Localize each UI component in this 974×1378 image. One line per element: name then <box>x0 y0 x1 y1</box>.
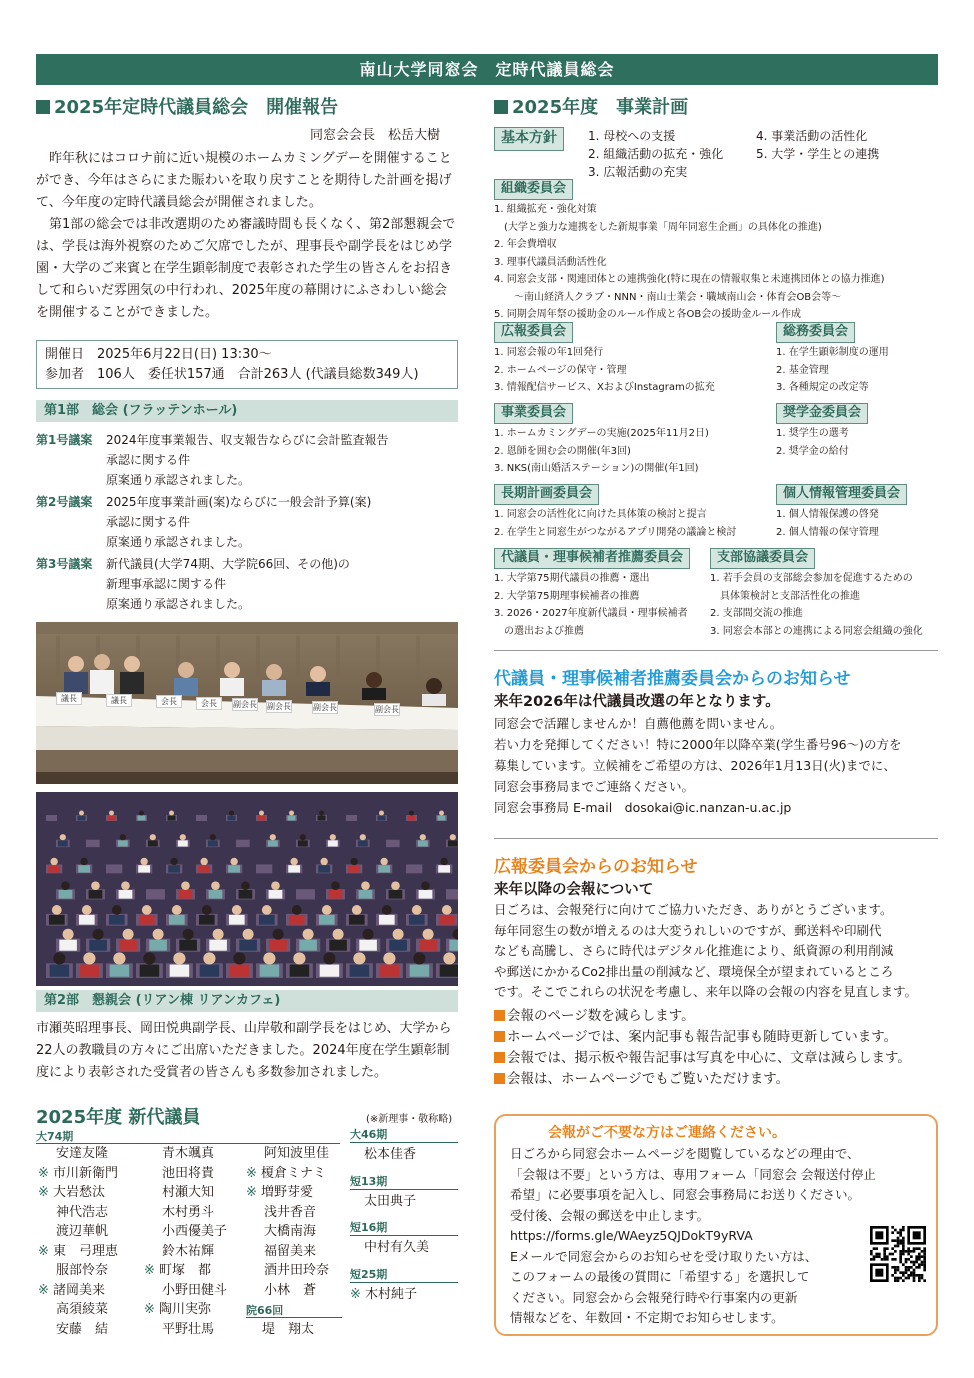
business-committee-label: 事業委員会 <box>494 403 573 424</box>
pr-committee-label: 広報委員会 <box>494 322 573 343</box>
member-name <box>38 1183 118 1203</box>
unsubscribe-box <box>494 1114 938 1336</box>
agenda-label: 第3号議案 <box>36 557 93 571</box>
unsubscribe-line: Eメールで同窓会からのお知らせを受け取りたい方は、 <box>510 1248 818 1264</box>
class-label: 短16期 <box>350 1219 458 1236</box>
member-name-text: 陶川実弥 <box>159 1302 212 1317</box>
member-name <box>246 1164 329 1184</box>
basic-policy-item: 2. 組織活動の拡充・強化 <box>588 147 724 161</box>
member-name-text: 木村純子 <box>365 1286 418 1302</box>
agenda-line: 2025年度事業計画(案)ならびに一般会計予算(案) <box>106 495 372 509</box>
member-name <box>144 1222 227 1242</box>
member-name-text: 大岩愁汰 <box>53 1185 106 1200</box>
agenda-line: 承認に関する件 <box>106 515 191 529</box>
plan-item: 3. 同窓会本部との連携による同窓会組織の強化 <box>710 625 923 637</box>
member-name-text: 増野芽愛 <box>261 1185 314 1200</box>
members-col3 <box>246 1144 329 1300</box>
grad-label: 院66回 <box>246 1302 342 1318</box>
unsubscribe-line: 情報などを、年数回・不定期でお知らせします。 <box>510 1310 784 1325</box>
member-name <box>350 1145 458 1165</box>
agenda-text <box>106 492 371 552</box>
member-name-text: 木村勇斗 <box>162 1204 215 1220</box>
members-74-label: 大74期 <box>36 1128 340 1144</box>
member-name <box>350 1285 458 1305</box>
notice-line: 毎年同窓生の数が増えるのは大変うれしいのですが、郵送料や印刷代 <box>494 922 882 938</box>
business-committee-items <box>494 425 709 478</box>
member-name <box>144 1242 227 1262</box>
unsubscribe-line: 「会報は不要」という方は、専用フォーム「同窓会 会報送付停止 <box>510 1166 876 1182</box>
member-name-text: 平野壮馬 <box>162 1321 215 1337</box>
plan-item: 2. 在学生と同窓生がつながるアプリ開発の議論と検討 <box>494 526 737 538</box>
member-name <box>246 1203 329 1223</box>
member-name-text: 大橋南海 <box>264 1224 317 1239</box>
notice-line: や郵送にかかるCo2排出量の削減など、環境保全が望まれているところ <box>494 963 894 979</box>
plan-item: 1. 組織拡充・強化対策 <box>494 204 597 215</box>
square-bullet-icon <box>36 100 50 114</box>
member-name-text: 青木颯真 <box>162 1146 215 1161</box>
nomination-notice-body <box>494 713 901 818</box>
plan-item: 2. 個人情報の保守管理 <box>776 526 879 538</box>
agenda-item <box>36 430 458 490</box>
square-bullet-icon <box>494 100 508 114</box>
branch-committee-items <box>710 570 923 640</box>
member-name-text: 松本佳香 <box>364 1147 417 1162</box>
member-name-text: 中村有久美 <box>364 1240 430 1255</box>
member-name-text: 福留美来 <box>264 1243 317 1259</box>
new-director-mark: ※ <box>246 1185 262 1200</box>
members-title: 2025年度 新代議員 <box>36 1107 201 1128</box>
agenda-text <box>106 430 389 490</box>
part1-heading: 第1部 総会 (フラッテンホール) <box>36 400 458 422</box>
member-name <box>350 1238 458 1258</box>
notice-line: 日ごろは、会報発行に向けてご協力いただき、ありがとうございます。 <box>494 902 893 917</box>
orange-square-icon <box>494 1031 505 1042</box>
agenda-list <box>36 430 458 616</box>
member-name <box>144 1300 227 1320</box>
unsubscribe-line: 受付後、会報の郵送を中止します。 <box>510 1207 710 1223</box>
class-label: 短13期 <box>350 1173 458 1190</box>
scholarship-committee-label: 奨学金委員会 <box>776 403 868 424</box>
member-name <box>38 1281 118 1301</box>
member-name <box>144 1261 227 1281</box>
table-cards <box>36 688 458 718</box>
members-col4 <box>350 1126 458 1312</box>
basic-policy-item: 1. 母校への支援 <box>588 129 676 143</box>
nomination-notice-title: 代議員・理事候補者推薦委員会からのお知らせ <box>494 669 851 689</box>
org-committee-items <box>494 201 885 324</box>
member-name <box>38 1144 118 1164</box>
member-name-text: 池田将貴 <box>162 1165 215 1181</box>
member-name <box>38 1203 118 1223</box>
orange-square-icon <box>494 1052 505 1063</box>
plan-item: 3. 各種規定の改定等 <box>776 382 869 393</box>
notice-line: なども高騰し、さらに時代はデジタル化推進により、紙資源の利用削減 <box>494 943 894 958</box>
member-name-text: 浅井香音 <box>264 1204 317 1220</box>
member-name-text: 東 弓理恵 <box>53 1243 119 1259</box>
plan-item: の選出および推薦 <box>494 625 584 637</box>
unsubscribe-line: 日ごろから同窓会ホームページを閲覧しているなどの理由で、 <box>510 1146 860 1161</box>
table-name-card: 副会長 <box>267 701 291 711</box>
intro-paragraph-1: 昨年秋にはコロナ前に近い規模のホームカミングデーを開催することができ、今年はさらにまた賑わいを取り戻すことを期待した計画を掲げて、今年度の定時代議員総会が開催されました。 <box>36 151 452 210</box>
new-director-mark: ※ <box>38 1282 54 1298</box>
new-director-mark: ※ <box>38 1165 54 1181</box>
report-author: 同窓会会長 松岳大樹 <box>310 128 441 143</box>
longterm-committee-items <box>494 506 736 541</box>
meeting-date: 開催日 2025年6月22日(日) 13:30〜 <box>45 347 272 362</box>
privacy-committee-items <box>776 506 879 541</box>
member-name-text: 阿知波里佳 <box>264 1146 330 1161</box>
nomination-notice-sub: 来年2026年は代議員改選の年となります。 <box>494 694 780 710</box>
agenda-line: 新理事承認に関する件 <box>106 577 227 591</box>
notice-bullet-text: 会報のページ数を減らします。 <box>507 1008 695 1024</box>
unsubscribe-line: 希望」に必要事項を記入し、同窓会事務局にお送りください。 <box>510 1187 861 1202</box>
member-name-text: 鈴木祐輝 <box>162 1243 215 1259</box>
org-committee-label: 組織委員会 <box>494 179 573 200</box>
member-name <box>144 1203 227 1223</box>
table-name-card: 会長 <box>156 695 182 708</box>
member-name <box>144 1281 227 1301</box>
plan-item: 1. 奨学生の選考 <box>776 428 849 439</box>
member-name-text: 諸岡美来 <box>53 1282 106 1298</box>
member-name <box>246 1261 329 1281</box>
notice-bullet-text: ホームページでは、案内記事も報告記事も随時更新しています。 <box>507 1029 898 1045</box>
notice-bullet-text: 会報では、掲示板や報告記事は写真を中心に、文章は減らします。 <box>507 1050 911 1066</box>
plan-item: 3. 理事代議員活動活性化 <box>494 256 607 268</box>
member-name <box>246 1222 329 1242</box>
member-name <box>144 1164 227 1184</box>
agenda-item <box>36 554 458 614</box>
member-name-text: 小林 蒼 <box>264 1282 317 1298</box>
member-name <box>38 1164 118 1184</box>
plan-item: 2. ホームページの保守・管理 <box>494 364 627 376</box>
qr-code-image <box>870 1226 926 1282</box>
unsubscribe-body <box>510 1144 876 1329</box>
notice-bullet <box>494 1048 911 1069</box>
member-name <box>350 1192 458 1212</box>
table-name-card: 副会長 <box>233 700 257 709</box>
basic-policy-col2 <box>756 127 879 163</box>
agenda-line: 2024年度事業報告、収支報告ならびに会計監査報告 <box>106 433 389 447</box>
agenda-line: 承認に関する件 <box>106 453 191 467</box>
plan-item: 〜南山経済人クラブ・NNN・南山士業会・職域南山会・体育会OB会等〜 <box>494 291 842 303</box>
new-director-mark: ※ <box>350 1286 366 1302</box>
member-name-text: 安達友隆 <box>56 1146 109 1161</box>
table-name-card: 議長 <box>56 692 82 705</box>
pr-notice-sub: 来年以降の会報について <box>494 882 654 898</box>
plan-item: 1. 同窓会報の年1回発行 <box>494 347 604 358</box>
plan-item: 具体策検討と支部活性化の推進 <box>710 590 860 602</box>
plan-item: 1. 在学生顕彰制度の運用 <box>776 347 889 358</box>
divider-1 <box>494 650 938 651</box>
plan-item: 2. 年会費増収 <box>494 239 557 250</box>
member-name <box>246 1183 329 1203</box>
meeting-attendance: 参加者 106人 委任状157通 合計263人 (代議員総数349人) <box>45 367 419 382</box>
agenda-label: 第1号議案 <box>36 433 93 447</box>
notice-line: 若い力を発揮してください！特に2000年以降卒業(学生番号96〜)の方を <box>494 737 902 752</box>
member-name-text: 渡辺華帆 <box>56 1224 109 1239</box>
agenda-text <box>106 554 350 614</box>
basic-policy-item: 4. 事業活動の活性化 <box>756 129 868 143</box>
table-name-card: 副会長 <box>313 703 337 712</box>
table-name-card: 議長 <box>106 694 132 707</box>
plan-item: 2. 支部間交流の推進 <box>710 608 803 619</box>
member-name <box>144 1144 227 1164</box>
member-name <box>38 1300 118 1320</box>
plan-item: 2. 恩師を囲む会の開催(年3回) <box>494 445 631 457</box>
notice-line: 同窓会で活躍しませんか！自薦他薦を問いません。 <box>494 716 783 731</box>
plan-item: 1. 同窓会の活性化に向けた具体策の検討と提言 <box>494 509 707 520</box>
photo-audience-image <box>36 792 458 986</box>
basic-policy-item: 5. 大学・学生との連携 <box>756 147 880 161</box>
plan-item: 2. 基金管理 <box>776 364 829 376</box>
plan-item: 1. ホームカミングデーの実施(2025年11月2日) <box>494 428 709 439</box>
basic-policy-col1 <box>588 127 723 181</box>
unsubscribe-line: https://forms.gle/WAeyz5QJDokT9yRVA <box>510 1228 753 1243</box>
member-name <box>246 1144 329 1164</box>
member-name <box>246 1242 329 1262</box>
member-name <box>246 1281 329 1301</box>
member-name-text: 神代浩志 <box>56 1204 109 1220</box>
member-name-text: 服部怜奈 <box>56 1263 109 1278</box>
plan-title: 2025年度 事業計画 <box>494 93 688 119</box>
agenda-line: 新代議員(大学74期、大学院66回、その他)の <box>106 557 350 571</box>
member-name-text: 小野田健斗 <box>162 1282 228 1298</box>
meeting-info-box <box>36 340 458 389</box>
divider-2 <box>494 838 938 839</box>
report-title: 2025年定時代議員総会 開催報告 <box>36 93 338 119</box>
table-name-card: 副会長 <box>375 704 399 714</box>
new-director-mark: ※ <box>144 1263 160 1278</box>
pr-notice-title: 広報委員会からのお知らせ <box>494 857 698 877</box>
part2-heading: 第2部 懇親会 (リアン棟 リアンカフェ) <box>36 990 458 1012</box>
plan-item: 4. 同窓会支部・関連団体との連携強化(特に現在の情報収集と未連携団体との協力推進) <box>494 274 885 285</box>
notice-line: 募集しています。立候補をご希望の方は、2026年1月13日(火)までに、 <box>494 758 896 773</box>
pr-notice-body <box>494 900 917 1003</box>
plan-item: 3. 2026・2027年度新代議員・理事候補者 <box>494 608 688 619</box>
new-director-mark: ※ <box>38 1185 54 1200</box>
general-committee-items <box>776 344 889 397</box>
members-col2 <box>144 1144 227 1339</box>
new-director-mark: ※ <box>144 1302 160 1317</box>
intro-paragraph-2: 第1部の総会では非改選期のため審議時間も長くなく、第2部懇親会では、学長は海外視察のためご欠席でしたが、理事長や副学長をはじめ学園・大学のご来賓と在学生顕彰制度で表彰された学生の皆さんをお招きして和らいだ雰囲気の中行われ、2025年度の幕開けにふさわしい総会を開催することができました。 <box>36 217 456 320</box>
member-name-text: 榎倉ミナミ <box>261 1165 327 1181</box>
plan-item: 2. 大学第75期理事候補者の推薦 <box>494 590 640 602</box>
unsubscribe-title: 会報がご不要な方はご連絡ください。 <box>548 1125 786 1141</box>
notice-line: 同窓会事務局までご連絡ください。 <box>494 779 695 794</box>
new-director-mark: ※ <box>246 1165 262 1181</box>
grad-name: 堤 翔太 <box>262 1322 315 1337</box>
unsubscribe-line: ください。同窓会から会報発行時や行事案内の更新 <box>510 1289 798 1305</box>
plan-item: (大学と強力な連携をした新規事業「周年同窓生企画」の具体化の推進) <box>494 221 822 233</box>
orange-square-icon <box>494 1010 505 1021</box>
scholarship-committee-items <box>776 425 849 460</box>
member-name-text: 村瀬大知 <box>162 1185 215 1200</box>
plan-item: 1. 個人情報保護の啓発 <box>776 509 879 520</box>
member-name <box>38 1242 118 1262</box>
branch-committee-label: 支部協議委員会 <box>710 548 815 569</box>
member-name-text: 酒井田玲奈 <box>264 1263 330 1278</box>
notice-bullet-text: 会報は、ホームページでもご覧いただけます。 <box>507 1071 790 1087</box>
member-name-text: 町塚 都 <box>159 1263 212 1278</box>
plan-item: 1. 大学第75期代議員の推薦・選出 <box>494 573 650 584</box>
agenda-line: 原案通り承認されました。 <box>106 535 251 549</box>
member-name <box>38 1261 118 1281</box>
nomination-committee-label: 代議員・理事候補者推薦委員会 <box>494 548 690 569</box>
plan-item: 3. 情報配信サービス、XおよびInstagramの拡充 <box>494 382 715 393</box>
table-name-card: 会長 <box>196 697 222 710</box>
general-committee-label: 総務委員会 <box>776 322 855 343</box>
plan-item: 2. 奨学金の給付 <box>776 445 849 457</box>
plan-item: 5. 同期会周年祭の援助金のルール作成と各OB会の援助金ルール作成 <box>494 309 802 320</box>
notice-line: 同窓会事務局 E-mail dosokai@ic.nanzan-u.ac.jp <box>494 800 792 815</box>
agenda-label: 第2号議案 <box>36 495 93 509</box>
member-name-text: 小西優美子 <box>162 1224 228 1239</box>
member-name <box>144 1183 227 1203</box>
unsubscribe-line: このフォームの最後の質問に「希望する」を選択して <box>510 1269 810 1284</box>
notice-bullet <box>494 1006 911 1027</box>
members-col1 <box>38 1144 118 1339</box>
orange-square-icon <box>494 1073 505 1084</box>
members-note: (※新理事・敬称略) <box>366 1114 453 1125</box>
agenda-item <box>36 492 458 552</box>
member-name-text: 太田典子 <box>364 1193 417 1209</box>
photo-audience <box>36 792 458 986</box>
nomination-committee-items <box>494 570 688 640</box>
class-label: 短25期 <box>350 1266 458 1283</box>
notice-bullet <box>494 1027 911 1048</box>
page-banner: 南山大学同窓会 定時代議員総会 <box>36 54 938 85</box>
class-label: 大46期 <box>350 1126 458 1143</box>
plan-item: 1. 若手会員の支部総会参加を促進するための <box>710 573 913 584</box>
basic-policy-item: 3. 広報活動の充実 <box>588 165 688 179</box>
basic-policy-label: 基本方針 <box>494 127 564 151</box>
agenda-line: 原案通り承認されました。 <box>106 473 251 487</box>
pr-notice-bullets <box>494 1006 911 1090</box>
member-name <box>38 1222 118 1242</box>
part2-text: 市瀬英昭理事長、岡田悦典副学長、山岸敬和副学長をはじめ、大学から22人の教職員の方々にご出席いただきました。2024年度在学生顕彰制度により表彰された受賞者の皆さんも多数参加されました。 <box>36 1021 452 1080</box>
notice-line: です。そこでこれらの状況を考慮し、来年以降の会報の内容を見直します。 <box>494 984 918 999</box>
member-name-text: 安藤 結 <box>56 1321 109 1337</box>
member-name <box>144 1320 227 1340</box>
member-name-text: 高須綾菜 <box>56 1302 109 1317</box>
plan-item: 3. NKS(南山婚活ステーション)の開催(年1回) <box>494 463 699 474</box>
member-name-text: 市川新衛門 <box>53 1165 119 1181</box>
privacy-committee-label: 個人情報管理委員会 <box>776 484 907 505</box>
longterm-committee-label: 長期計画委員会 <box>494 484 599 505</box>
new-director-mark: ※ <box>38 1243 54 1259</box>
agenda-line: 原案通り承認されました。 <box>106 597 251 611</box>
notice-bullet <box>494 1069 911 1090</box>
pr-committee-items <box>494 344 715 397</box>
qr-code-icon[interactable] <box>870 1226 926 1282</box>
member-name <box>38 1320 118 1340</box>
